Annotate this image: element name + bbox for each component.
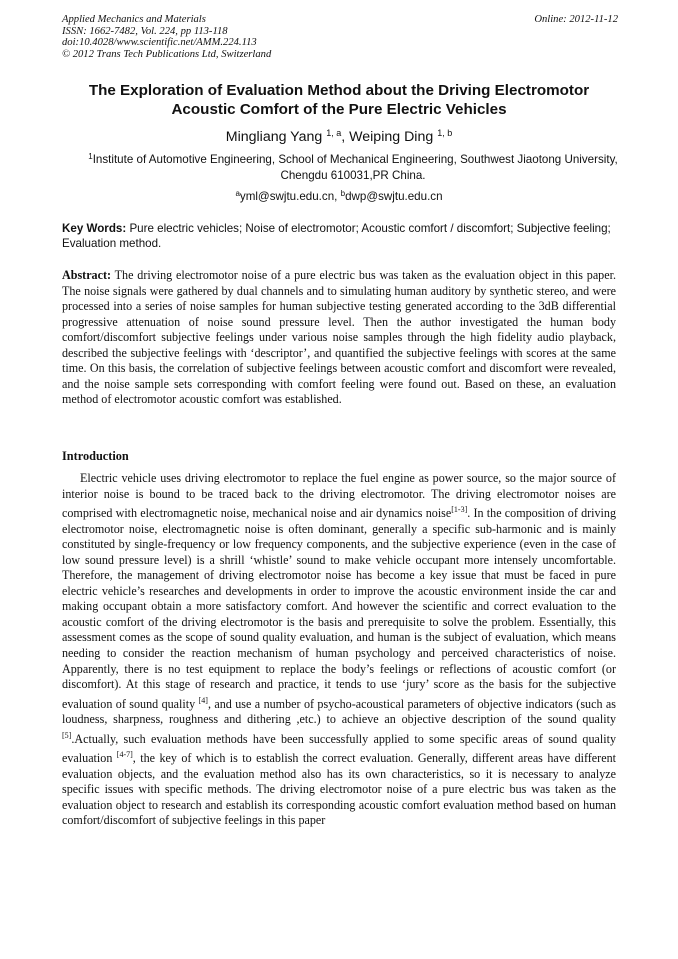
abstract-paragraph <box>62 268 616 408</box>
body-text: , and use a number of psycho-acoustical parameters of objective indicators (such as loudness, sharpness, roughness and dithering ,etc.) to achieve an objective description of the sound quality <box>62 696 616 727</box>
doi-line: doi:10.4028/www.scientific.net/AMM.224.113 <box>62 37 257 48</box>
author-superscript: 1, b <box>437 128 453 138</box>
citation: [4] <box>198 695 208 705</box>
email-superscript: a <box>235 189 240 198</box>
author-separator: , <box>341 129 350 145</box>
paper-title: The Exploration of Evaluation Method about the Driving Electromotor Acoustic Comfort of the Pure Electric Vehicles <box>88 82 590 118</box>
section-heading: Introduction <box>62 449 129 463</box>
author-name: Weiping Ding <box>349 129 434 145</box>
body-text: .Actually, such evaluation methods have been successfully applied to some specific areas of sound quality evaluation <box>62 731 616 766</box>
citation: [4-7] <box>116 750 133 760</box>
body-text: . In the composition of driving electromotor noise, electromagnetic noise is often dominant, generally a specific sub-harmonic and is mainly constituted by single-frequency or low frequency components, and the subjective experience (even in the case of low sound pressure level) is a shrill ‘whistle’ sound to make vehicle occupant more intensely uncomfortable. Therefore, the management of driving electromotor noise has become a key issue that must be faced in pure electric vehicle’s researches and developments in order to improve the acoustic environment inside the car and making occupant obtain a more satisfactory comfort. And however the scientific and correct evaluation to the acoustic comfort of the driving electromotor is the basis and prerequisite to solve the problem. Essentially, this assessment comes as the scope of sound quality evaluation, and human is the subject of evaluation, which means needing to consider the reaction mechanism of human psychology and perceived characteristics of noise. Apparently, there is no test equipment to replace the body’s feelings or reflections of acoustic comfort (or discomfort). At this stage of research and practice, it tends to use ‘jury’ score as the basis for the subjective evaluation of sound quality <box>62 506 617 711</box>
abstract-text: The driving electromotor noise of a pure electric bus was taken as the evaluation object in this paper. The noise signals were gathered by dual channels and to simulating human auditory by synthetic stereo, and were processed into a series of noise samples for human subjective testing generated according to the 3dB differential progressive attenuation of noise sound pressure level. Then the author investigated the human body comfort/discomfort subjective feelings under various noise samples through the high fidelity audio playback, described the subjective feelings with ‘descriptor’, and quantified the subjective feelings with scores at the same time. On this basis, the correlation of subjective feelings between acoustic comfort and discomfort were revealed, and the noise sample sets corresponding with comfort feeling were found out. Based on these, an evaluation method of electromotor acoustic comfort was established. <box>62 268 616 407</box>
keywords-label: Key Words: <box>62 222 127 235</box>
email-link[interactable]: yml@swjtu.edu.cn <box>239 190 335 203</box>
email-link[interactable]: dwp@swjtu.edu.cn <box>345 190 443 203</box>
abstract-label: Abstract: <box>62 268 112 282</box>
introduction-paragraph <box>62 471 616 829</box>
citation: [1-3] <box>451 505 468 515</box>
author-name: Mingliang Yang <box>225 129 323 145</box>
body-text: Electric vehicle uses driving electromotor to replace the fuel engine as power source, so the major source of interior noise is bound to be traced back to the driving electromotor. The driving electromotor noises are comprised with electromagnetic noise, mechanical noise and air dynamics noise <box>62 471 616 521</box>
affiliation <box>88 149 618 183</box>
issn-line: ISSN: 1662-7482, Vol. 224, pp 113-118 <box>62 25 228 37</box>
keywords-text: Pure electric vehicles; Noise of electromotor; Acoustic comfort / discomfort; Subjective feeling; Evaluation method. <box>62 222 611 250</box>
running-header <box>62 14 618 60</box>
email-line <box>62 186 616 204</box>
body-text: , the key of which is to establish the correct evaluation. Generally, different areas have different evaluation objects, and the evaluation method also has its own characteristics, so it is necessary to analyze specific issues with specific methods. The driving electromotor noise of a pure electric bus was taken as the evaluation object to research and establish its corresponding acoustic comfort evaluation method based on human comfort/discomfort of subjective feelings in this paper <box>62 751 616 828</box>
citation: [5] <box>62 730 72 740</box>
copyright-line: © 2012 Trans Tech Publications Ltd, Switzerland <box>62 48 272 60</box>
online-date: Online: 2012-11-12 <box>534 14 618 25</box>
author-superscript: 1, a <box>326 128 342 138</box>
email-separator: , <box>334 190 341 203</box>
keywords-paragraph <box>62 221 618 251</box>
affiliation-superscript: 1 <box>88 152 93 161</box>
email-superscript: b <box>340 189 346 198</box>
journal-name: Applied Mechanics and Materials <box>62 14 206 25</box>
affiliation-text: Institute of Automotive Engineering, School of Mechanical Engineering, Southwest Jiaotong University, Chengdu 610031,PR China. <box>92 153 618 182</box>
author-line <box>62 124 616 146</box>
